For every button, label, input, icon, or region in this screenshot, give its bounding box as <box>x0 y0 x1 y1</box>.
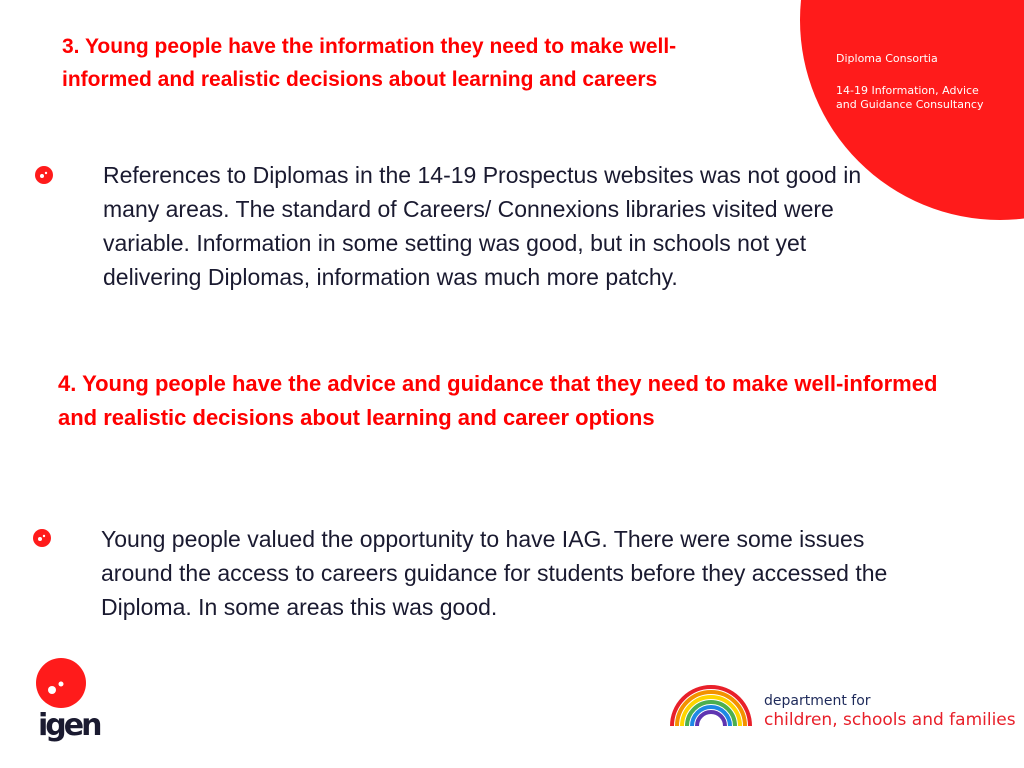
corner-subtitle-line1: 14-19 Information, Advice <box>836 84 979 97</box>
section-4-body: Young people valued the opportunity to have IAG. There were some issues around the access to careers guidance for students before they accessed the Diploma. In some areas this was good. <box>101 526 888 620</box>
section-4-heading: 4. Young people have the advice and guidance that they need to make well-informed and realistic decisions about learning and career options <box>58 371 938 430</box>
corner-title: Diploma Consortia <box>836 52 938 65</box>
igen-logo-icon <box>34 656 88 710</box>
bullet-icon <box>32 528 52 548</box>
section-3-body: References to Diplomas in the 14-19 Prospectus websites was not good in many areas. The standard of Careers/ Connexions libraries visited were variable. Information in some setting was good, but in schools not yet delivering Diplomas, information was much more patchy. <box>103 162 862 290</box>
rainbow-logo-icon <box>668 682 754 728</box>
igen-logo-text: igen <box>38 708 100 743</box>
bullet-icon <box>34 165 54 185</box>
section-3-heading: 3. Young people have the information they need to make well-informed and realistic decisions about learning and careers <box>62 35 677 91</box>
dcsf-logo-line1: department for <box>764 693 871 709</box>
dcsf-logo-line2: children, schools and families <box>764 710 1016 730</box>
corner-subtitle-line2: and Guidance Consultancy <box>836 98 984 111</box>
